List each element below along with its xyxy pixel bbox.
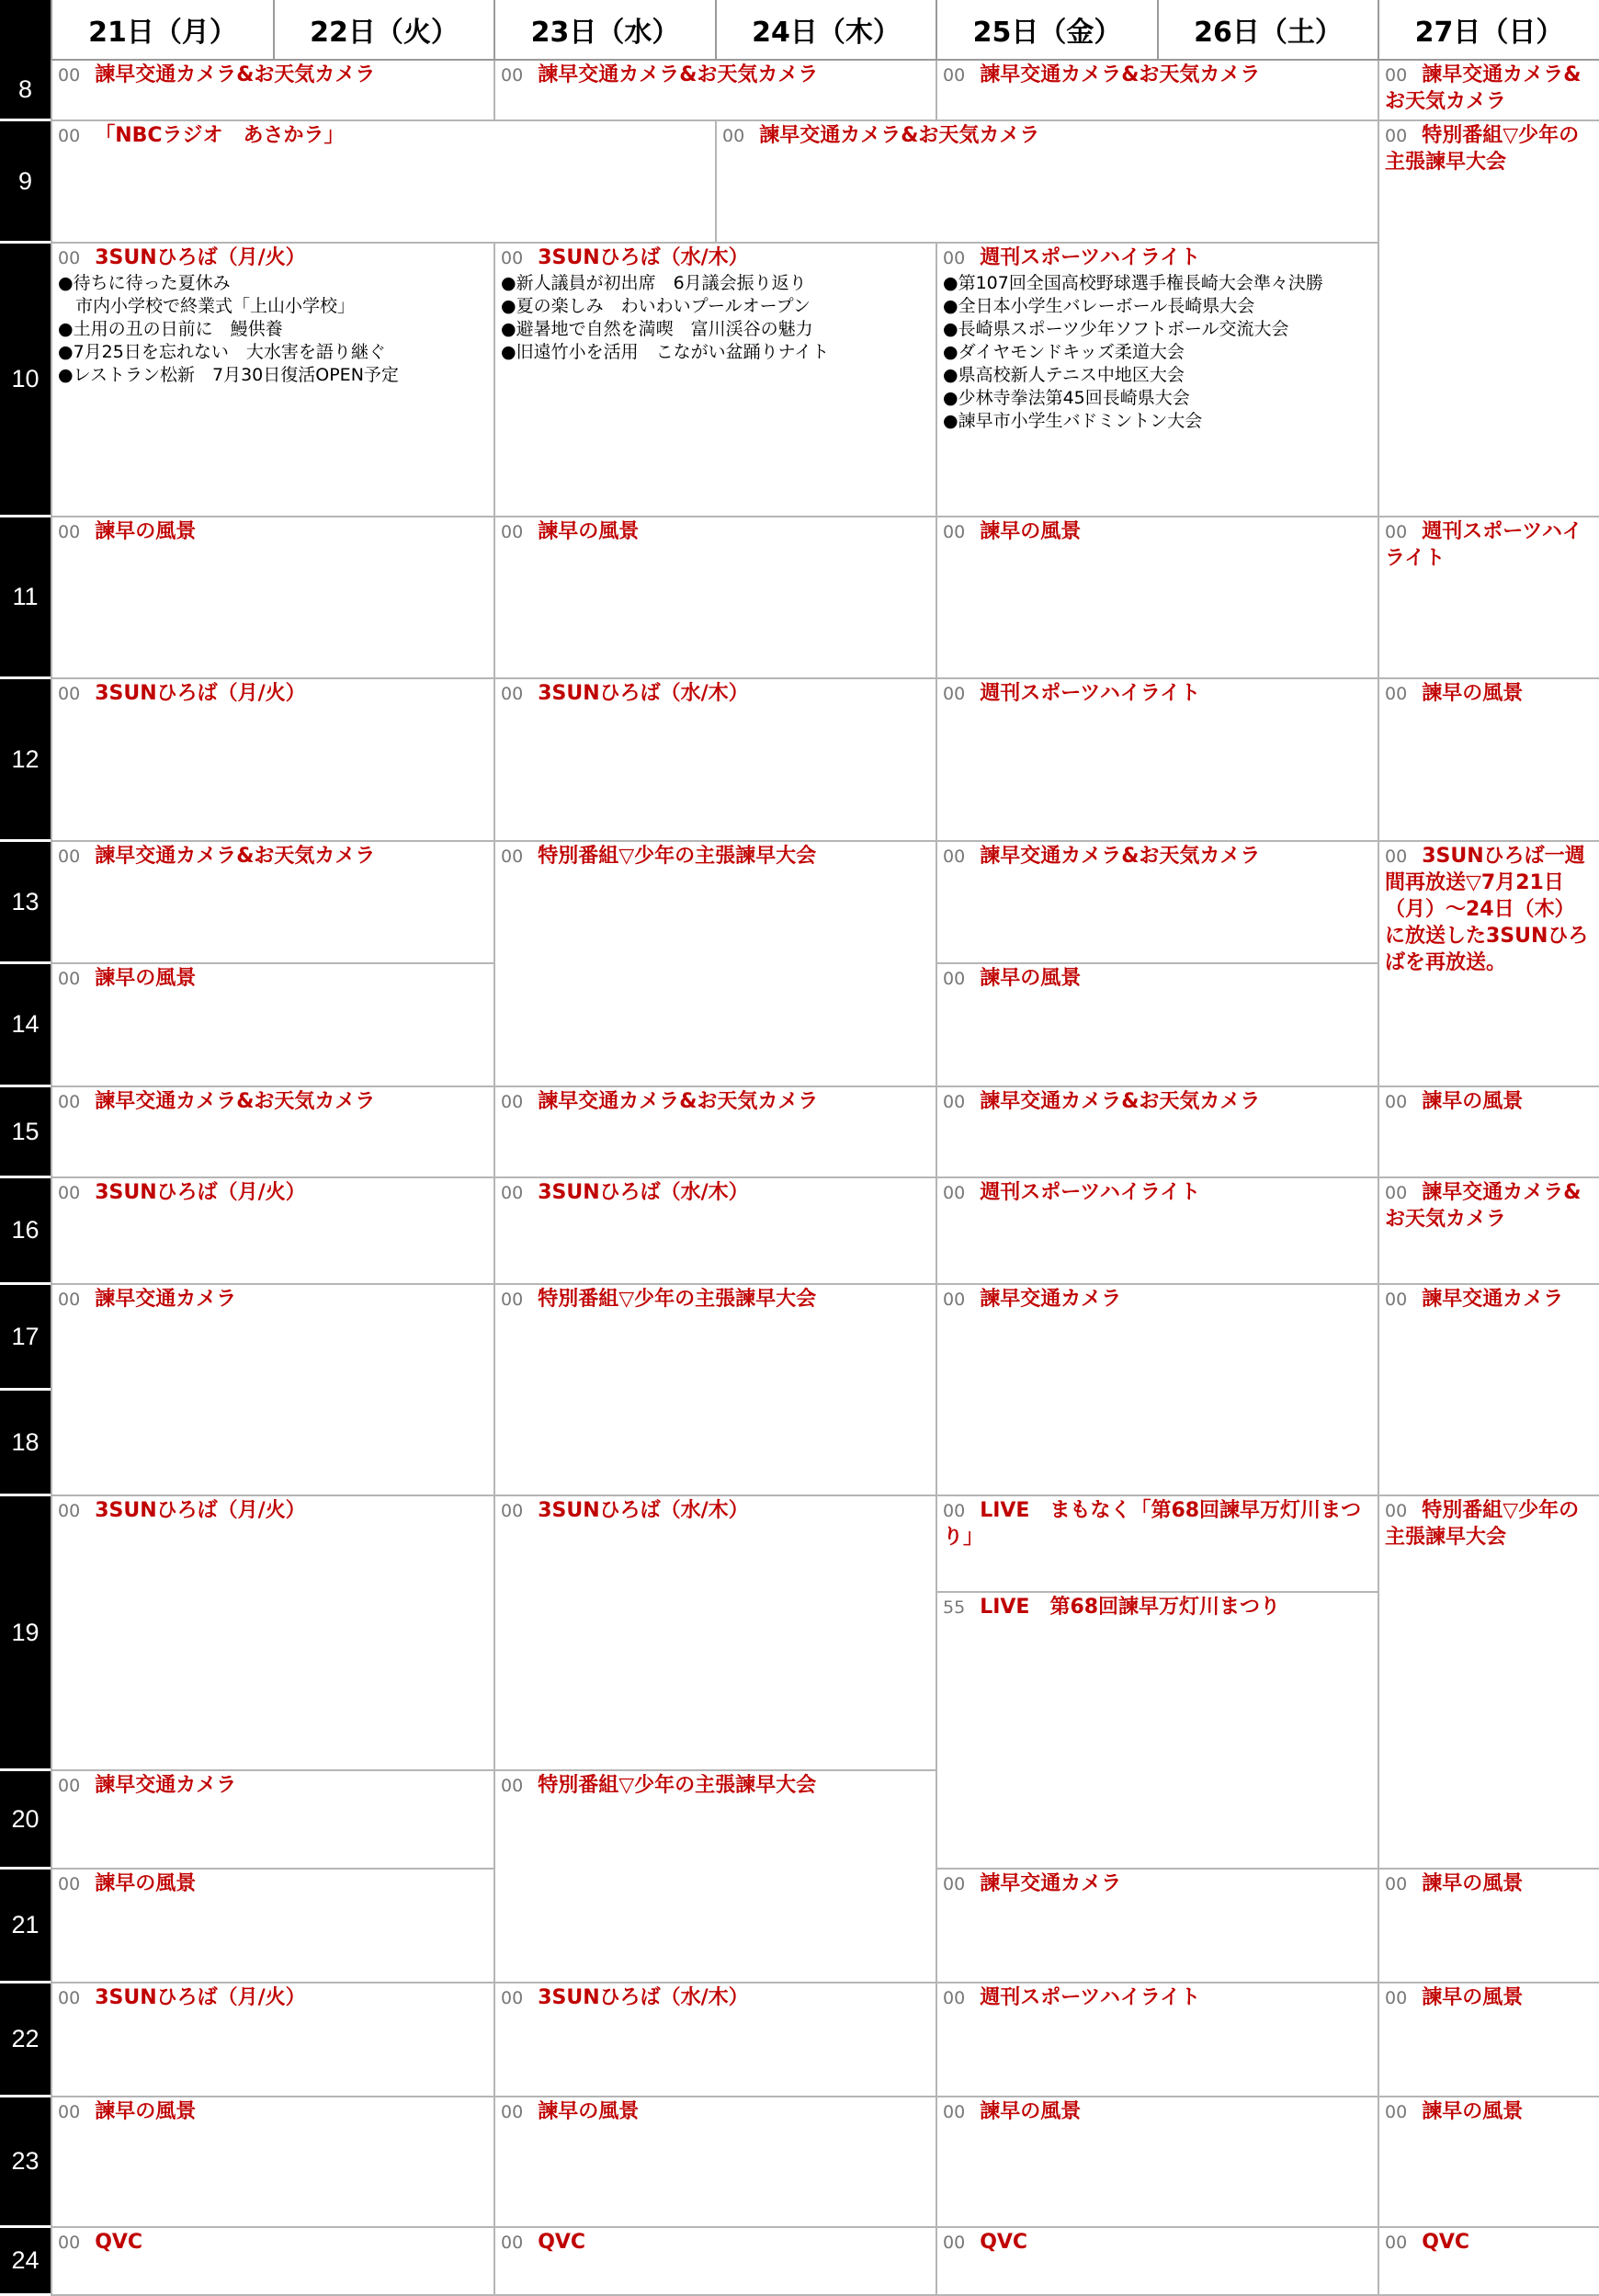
hour-label: 13 (0, 842, 51, 964)
start-minute: 00 (501, 1776, 524, 1796)
program-title: QVC (95, 2231, 143, 2254)
day-header: 26日（土） (1157, 0, 1378, 61)
program-title: 週刊スポーツハイライト (980, 1181, 1201, 1204)
hour-label: 18 (0, 1391, 51, 1496)
program-title: 諫早交通カメラ (95, 1288, 237, 1311)
program-heading (501, 2099, 930, 2126)
program-heading (501, 1089, 930, 1116)
detail-line: ●待ちに待った夏休み (58, 273, 231, 293)
start-minute: 00 (58, 522, 81, 542)
program-cell[interactable] (51, 1983, 493, 2097)
program-title: 諫早交通カメラ&お天気カメラ (759, 124, 1040, 147)
program-title: QVC (980, 2231, 1028, 2254)
program-heading (58, 2099, 488, 2126)
program-title: LIVE 第68回諫早万灯川まつり (980, 1595, 1281, 1619)
start-minute: 00 (501, 684, 524, 704)
program-title: 3SUNひろば（月/火） (95, 246, 306, 269)
program-title: 週刊スポーツハイライト (1385, 520, 1582, 570)
program-heading (501, 63, 930, 89)
program-heading (501, 1498, 930, 1525)
program-title: LIVE まもなく「第68回諫早万灯川まつり」 (943, 1499, 1362, 1549)
program-heading (501, 1180, 930, 1207)
hour-label: 12 (0, 679, 51, 842)
program-title: 諫早の風景 (95, 967, 197, 990)
detail-line: ●少林寺拳法第45回長崎県大会 (943, 388, 1190, 408)
program-title: 3SUNひろば（水/木） (538, 682, 749, 705)
detail-line: ●全日本小学生バレーボール長崎県大会 (943, 296, 1255, 316)
program-title: 特別番組▽少年の主張諫早大会 (538, 845, 817, 868)
start-minute: 00 (501, 2233, 524, 2253)
program-details (943, 272, 1372, 433)
start-minute: 00 (943, 1874, 966, 1894)
program-heading (58, 123, 709, 150)
start-minute: 00 (1385, 1183, 1408, 1203)
program-cell[interactable] (51, 2228, 493, 2296)
program-title: 諫早交通カメラ&お天気カメラ (538, 1090, 819, 1113)
start-minute: 00 (1385, 65, 1408, 85)
detail-line: ●7月25日を忘れない 大水害を語り継ぐ (58, 342, 386, 362)
day-header: 24日（木） (715, 0, 936, 61)
program-title: 諫早の風景 (980, 2100, 1082, 2123)
program-heading (501, 2230, 930, 2256)
start-minute: 00 (1385, 522, 1408, 542)
program-title: 諫早交通カメラ&お天気カメラ (95, 845, 376, 868)
start-minute: 00 (1385, 2233, 1408, 2253)
program-heading (943, 63, 1372, 89)
program-title: 週刊スポーツハイライト (980, 682, 1201, 705)
program-title: 諫早交通カメラ&お天気カメラ (538, 63, 819, 86)
program-title: 諫早の風景 (95, 520, 197, 543)
program-heading (501, 519, 930, 546)
day-header: 21日（月） (51, 0, 273, 61)
program-heading (58, 1287, 488, 1313)
program-title: 3SUNひろば（月/火） (95, 682, 306, 705)
program-heading (501, 681, 930, 708)
program-title: 3SUNひろば（水/木） (538, 1181, 749, 1204)
start-minute: 00 (943, 1988, 966, 2008)
program-heading (943, 966, 1372, 993)
program-title: 諫早の風景 (95, 2100, 197, 2123)
detail-line: ●土用の丑の日前に 鰻供養 (58, 319, 283, 339)
program-cell[interactable] (51, 121, 715, 244)
start-minute: 00 (943, 2102, 966, 2122)
start-minute: 00 (58, 1290, 81, 1310)
start-minute: 00 (1385, 1501, 1408, 1521)
program-title: 諫早の風景 (538, 520, 640, 543)
program-cell[interactable] (51, 1087, 493, 1178)
program-heading (943, 1180, 1372, 1207)
program-details (501, 272, 930, 364)
program-cell[interactable] (51, 1496, 493, 1771)
program-title: 3SUNひろば（月/火） (95, 1499, 306, 1522)
program-heading (501, 844, 930, 870)
program-heading (1385, 1089, 1593, 1116)
program-heading (722, 123, 1372, 150)
program-cell[interactable] (936, 1178, 1378, 1285)
program-heading (1385, 2099, 1593, 2126)
program-heading (58, 1985, 488, 2012)
start-minute: 00 (943, 1501, 966, 1521)
program-heading (58, 1089, 488, 1116)
program-cell[interactable] (493, 2228, 936, 2296)
program-cell[interactable] (493, 1087, 936, 1178)
start-minute: 00 (1385, 684, 1408, 704)
program-cell[interactable] (936, 1983, 1378, 2097)
day-header: 27日（日） (1378, 0, 1599, 61)
program-heading (58, 1773, 488, 1800)
program-heading (1385, 2230, 1593, 2256)
program-cell[interactable] (936, 2097, 1378, 2228)
program-heading (501, 1773, 930, 1800)
program-title: QVC (1422, 2231, 1470, 2254)
program-cell[interactable] (936, 1870, 1378, 1983)
start-minute: 00 (722, 126, 745, 146)
hour-label: 21 (0, 1870, 51, 1983)
start-minute: 00 (943, 847, 966, 867)
detail-line: 市内小学校で終業式「上山小学校」 (58, 296, 356, 316)
detail-line: ●第107回全国高校野球選手権長崎大会準々決勝 (943, 273, 1323, 293)
program-title: 諫早の風景 (1422, 682, 1524, 705)
program-heading (1385, 123, 1593, 176)
program-title: 諫早交通カメラ&お天気カメラ (1385, 63, 1582, 113)
program-cell[interactable] (493, 842, 936, 1087)
program-title: 3SUNひろば（月/火） (95, 1986, 306, 2009)
program-cell[interactable] (1378, 1285, 1599, 1496)
program-heading (943, 681, 1372, 708)
start-minute: 00 (501, 1290, 524, 1310)
program-heading (58, 245, 488, 272)
detail-line: ●夏の楽しみ わいわいプールオープン (501, 296, 811, 316)
program-cell[interactable] (493, 679, 936, 842)
hour-label: 8 (0, 61, 51, 121)
program-heading (1385, 63, 1593, 116)
program-cell[interactable] (1378, 1087, 1599, 1178)
hour-label: 22 (0, 1983, 51, 2097)
program-cell[interactable] (936, 2228, 1378, 2296)
program-cell[interactable] (493, 517, 936, 679)
program-title: 3SUNひろば（水/木） (538, 1499, 749, 1522)
program-cell[interactable] (936, 1593, 1378, 1870)
program-heading (58, 681, 488, 708)
detail-line: ●新人議員が初出席 6月議会振り返り (501, 273, 807, 293)
program-cell[interactable] (51, 517, 493, 679)
program-heading (1385, 1498, 1593, 1552)
program-title: 諫早の風景 (980, 967, 1082, 990)
program-cell[interactable] (1378, 1496, 1599, 1870)
program-heading (58, 844, 488, 870)
program-heading (501, 245, 930, 272)
program-cell[interactable] (936, 1087, 1378, 1178)
start-minute: 00 (58, 1988, 81, 2008)
program-title: 「NBCラジオ あさかラ」 (95, 124, 345, 147)
program-cell[interactable] (51, 1771, 493, 1870)
start-minute: 00 (1385, 1988, 1408, 2008)
start-minute: 00 (1385, 1290, 1408, 1310)
program-title: 3SUNひろば一週間再放送▽7月21日（月）～24日（木）に放送した3SUNひろばを再放送。 (1385, 845, 1589, 974)
day-header: 23日（水） (493, 0, 715, 61)
program-title: 諫早交通カメラ (980, 1872, 1122, 1895)
detail-line: ●諫早市小学生バドミントン大会 (943, 411, 1203, 431)
hour-label: 17 (0, 1285, 51, 1391)
program-cell[interactable] (715, 121, 1378, 244)
detail-line: ●ダイヤモンドキッズ柔道大会 (943, 342, 1185, 362)
program-title: 諫早の風景 (1422, 1090, 1524, 1113)
start-minute: 00 (943, 65, 966, 85)
program-title: 諫早交通カメラ&お天気カメラ (95, 63, 376, 86)
program-heading (1385, 1985, 1593, 2012)
start-minute: 00 (943, 1092, 966, 1112)
program-heading (1385, 1180, 1593, 1233)
start-minute: 00 (58, 1874, 81, 1894)
detail-line: ●旧遠竹小を活用 こながい盆踊りナイト (501, 342, 830, 362)
start-minute: 00 (58, 2102, 81, 2122)
program-cell[interactable] (493, 1983, 936, 2097)
program-title: 諫早交通カメラ&お天気カメラ (980, 845, 1261, 868)
program-cell[interactable] (1378, 121, 1599, 517)
header-corner (0, 0, 51, 61)
start-minute: 00 (58, 1501, 81, 1521)
program-heading (943, 1498, 1372, 1552)
program-heading (943, 1089, 1372, 1116)
start-minute: 00 (501, 65, 524, 85)
program-cell[interactable] (493, 1771, 936, 1983)
hour-label: 11 (0, 517, 51, 679)
program-cell[interactable] (493, 1285, 936, 1496)
program-heading (501, 1985, 930, 2012)
program-title: 諫早の風景 (1422, 2100, 1524, 2123)
program-cell[interactable] (51, 1285, 493, 1496)
start-minute: 00 (58, 1776, 81, 1796)
start-minute: 00 (943, 522, 966, 542)
hour-label: 16 (0, 1178, 51, 1285)
program-cell[interactable] (493, 61, 936, 121)
program-title: 週刊スポーツハイライト (980, 246, 1201, 269)
day-header: 22日（火） (273, 0, 493, 61)
start-minute: 55 (943, 1597, 966, 1618)
program-title: 特別番組▽少年の主張諫早大会 (538, 1288, 817, 1311)
start-minute: 00 (501, 1501, 524, 1521)
program-cell[interactable] (493, 1496, 936, 1771)
program-heading (58, 1871, 488, 1898)
program-cell[interactable] (51, 964, 493, 1087)
program-heading (1385, 681, 1593, 708)
program-heading (501, 1287, 930, 1313)
start-minute: 00 (943, 1290, 966, 1310)
program-title: 特別番組▽少年の主張諫早大会 (538, 1774, 817, 1797)
program-title: 諫早交通カメラ&お天気カメラ (980, 63, 1261, 86)
hour-label: 19 (0, 1496, 51, 1771)
program-title: 諫早交通カメラ&お天気カメラ (1385, 1181, 1582, 1231)
program-cell[interactable] (936, 842, 1378, 964)
start-minute: 00 (943, 2233, 966, 2253)
program-cell[interactable] (493, 244, 936, 517)
program-cell[interactable] (51, 842, 493, 964)
start-minute: 00 (501, 248, 524, 268)
program-title: 特別番組▽少年の主張諫早大会 (1385, 1499, 1580, 1549)
program-title: 3SUNひろば（月/火） (95, 1181, 306, 1204)
program-details (58, 272, 488, 387)
program-heading (58, 1498, 488, 1525)
start-minute: 00 (501, 1092, 524, 1112)
program-cell[interactable] (493, 2097, 936, 2228)
start-minute: 00 (1385, 1874, 1408, 1894)
hour-label: 15 (0, 1087, 51, 1178)
program-heading (943, 1871, 1372, 1898)
program-title: 3SUNひろば（水/木） (538, 1986, 749, 2009)
program-heading (58, 2230, 488, 2256)
program-cell[interactable] (1378, 2228, 1599, 2296)
hour-label: 20 (0, 1771, 51, 1870)
start-minute: 00 (58, 126, 81, 146)
program-title: 諫早交通カメラ&お天気カメラ (95, 1090, 376, 1113)
program-heading (943, 2230, 1372, 2256)
program-cell[interactable] (1378, 517, 1599, 679)
start-minute: 00 (58, 2233, 81, 2253)
program-cell[interactable] (1378, 679, 1599, 842)
program-cell[interactable] (51, 61, 493, 121)
start-minute: 00 (1385, 847, 1408, 867)
program-cell[interactable] (1378, 1178, 1599, 1285)
program-cell[interactable] (1378, 842, 1599, 1087)
program-heading (943, 1287, 1372, 1313)
program-cell[interactable] (1378, 1870, 1599, 1983)
program-title: 諫早交通カメラ (95, 1774, 237, 1797)
start-minute: 00 (58, 248, 81, 268)
start-minute: 00 (501, 1183, 524, 1203)
start-minute: 00 (943, 248, 966, 268)
hour-label: 14 (0, 964, 51, 1087)
program-cell[interactable] (936, 1496, 1378, 1593)
program-title: 諫早の風景 (95, 1872, 197, 1895)
start-minute: 00 (58, 969, 81, 989)
start-minute: 00 (1385, 2102, 1408, 2122)
detail-line: ●県高校新人テニス中地区大会 (943, 365, 1185, 385)
program-cell[interactable] (936, 244, 1378, 517)
program-cell[interactable] (1378, 1983, 1599, 2097)
program-title: 諫早の風景 (538, 2100, 640, 2123)
program-title: 特別番組▽少年の主張諫早大会 (1385, 124, 1580, 174)
program-heading (1385, 519, 1593, 573)
program-heading (943, 844, 1372, 870)
program-title: 諫早の風景 (980, 520, 1082, 543)
hour-label: 9 (0, 121, 51, 244)
program-cell[interactable] (936, 517, 1378, 679)
program-heading (1385, 1287, 1593, 1313)
program-cell[interactable] (51, 1870, 493, 1983)
day-header: 25日（金） (936, 0, 1157, 61)
program-title: 3SUNひろば（水/木） (538, 246, 749, 269)
detail-line: ●レストラン松新 7月30日復活OPEN予定 (58, 365, 399, 385)
start-minute: 00 (58, 1092, 81, 1112)
program-cell[interactable] (51, 1178, 493, 1285)
program-title: 諫早の風景 (1422, 1872, 1524, 1895)
hour-label: 23 (0, 2097, 51, 2228)
start-minute: 00 (58, 847, 81, 867)
program-heading (58, 63, 488, 89)
detail-line: ●避暑地で自然を満喫 富川渓谷の魅力 (501, 319, 813, 339)
program-cell[interactable] (936, 679, 1378, 842)
detail-line: ●長崎県スポーツ少年ソフトボール交流大会 (943, 319, 1289, 339)
program-heading (943, 2099, 1372, 2126)
start-minute: 00 (501, 1988, 524, 2008)
program-heading (943, 519, 1372, 546)
program-heading (943, 245, 1372, 272)
start-minute: 00 (1385, 126, 1408, 146)
program-cell[interactable] (493, 1178, 936, 1285)
start-minute: 00 (58, 65, 81, 85)
program-title: QVC (538, 2231, 586, 2254)
start-minute: 00 (58, 1183, 81, 1203)
start-minute: 00 (501, 847, 524, 867)
hour-label: 24 (0, 2228, 51, 2296)
start-minute: 00 (501, 2102, 524, 2122)
program-cell[interactable] (1378, 61, 1599, 121)
program-title: 週刊スポーツハイライト (980, 1986, 1201, 2009)
start-minute: 00 (943, 1183, 966, 1203)
program-heading (943, 1595, 1372, 1621)
program-heading (1385, 844, 1593, 977)
program-cell[interactable] (51, 2097, 493, 2228)
program-heading (58, 1180, 488, 1207)
start-minute: 00 (58, 684, 81, 704)
start-minute: 00 (943, 684, 966, 704)
program-cell[interactable] (1378, 2097, 1599, 2228)
program-heading (943, 1985, 1372, 2012)
program-heading (1385, 1871, 1593, 1898)
hour-label: 10 (0, 244, 51, 517)
program-cell[interactable] (936, 61, 1378, 121)
program-cell[interactable] (936, 1285, 1378, 1496)
program-cell[interactable] (51, 244, 493, 517)
program-cell[interactable] (936, 964, 1378, 1087)
program-title: 諫早交通カメラ (1422, 1288, 1564, 1311)
start-minute: 00 (501, 522, 524, 542)
start-minute: 00 (943, 969, 966, 989)
program-title: 諫早交通カメラ (980, 1288, 1122, 1311)
start-minute: 00 (1385, 1092, 1408, 1112)
program-cell[interactable] (51, 679, 493, 842)
program-heading (58, 966, 488, 993)
program-title: 諫早の風景 (1422, 1986, 1524, 2009)
program-heading (58, 519, 488, 546)
program-title: 諫早交通カメラ&お天気カメラ (980, 1090, 1261, 1113)
